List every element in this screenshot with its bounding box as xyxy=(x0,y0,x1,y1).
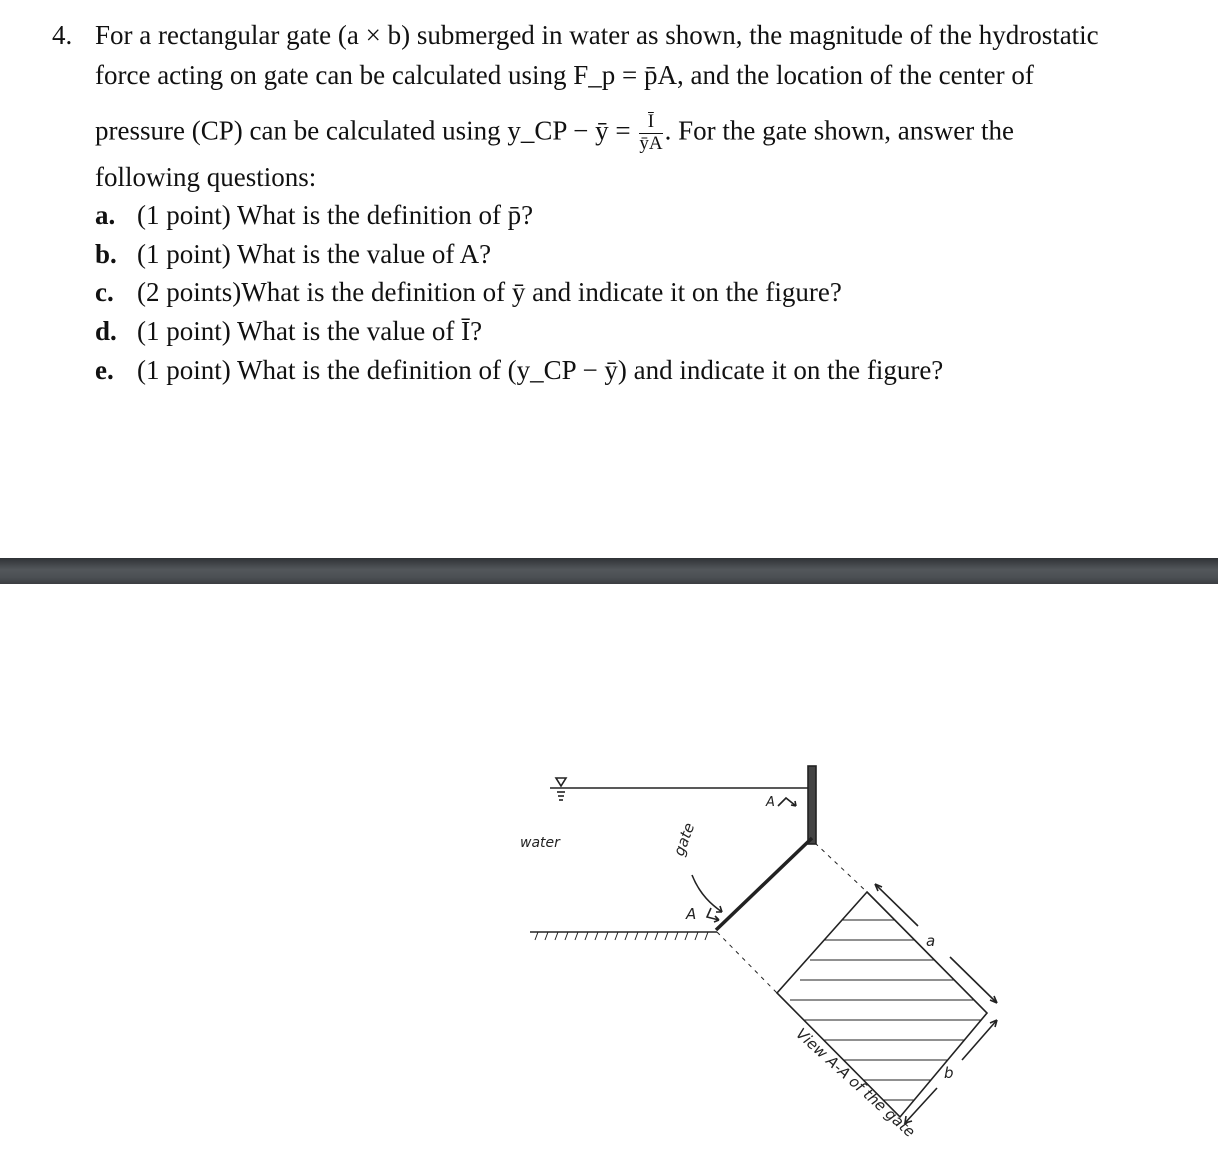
wall xyxy=(808,766,816,844)
question-number: 4. xyxy=(52,20,73,50)
projection-line-top xyxy=(815,843,867,892)
part-text: (1 point) What is the definition of p̄? xyxy=(137,200,534,230)
section-arrow-top xyxy=(778,798,796,806)
gate-label: gate xyxy=(669,820,699,859)
dim-a-label: a xyxy=(926,932,936,950)
part-text: (1 point) What is the definition of (y_CP − ȳ) and indicate it on the figure? xyxy=(137,355,944,385)
projection-line-bottom xyxy=(717,932,777,993)
water-label: water xyxy=(520,835,560,851)
part-text: (2 points)What is the definition of ȳ and indicate it on the figure? xyxy=(137,277,842,307)
gate-pointer-arrow xyxy=(692,875,722,912)
section-label-bottom: A xyxy=(686,905,697,923)
intro-line-4: following questions: xyxy=(95,162,317,192)
intro-line-3a: pressure (CP) can be calculated using y_CP − ȳ = xyxy=(95,115,631,146)
ground-hatch xyxy=(535,932,708,940)
part-text: (1 point) What is the value of Ī? xyxy=(137,316,483,346)
dimension-a xyxy=(875,884,997,1003)
part-label: c. xyxy=(95,277,114,307)
dim-b-label: b xyxy=(944,1064,954,1082)
view-label: View A-A of the gate xyxy=(792,1024,919,1141)
part-text: (1 point) What is the value of A? xyxy=(137,239,492,269)
gate-line xyxy=(716,838,812,930)
gate-view-rectangle xyxy=(777,892,987,1117)
part-label: a. xyxy=(95,200,116,230)
gate-hatching xyxy=(790,920,990,1100)
fraction-numerator: Ī xyxy=(639,112,662,134)
part-label: d. xyxy=(95,316,117,346)
free-surface-icon xyxy=(556,778,566,800)
part-label: e. xyxy=(95,355,114,385)
intro-line-2: force acting on gate can be calculated using F_p = p̄A, and the location of the center of xyxy=(95,60,1034,90)
part-label: b. xyxy=(95,239,117,269)
intro-line-1: For a rectangular gate (a × b) submerged in water as shown, the magnitude of the hydrostatic xyxy=(95,20,1099,50)
fraction-denominator: ȳA xyxy=(639,132,663,154)
section-label-top: A xyxy=(766,795,775,810)
intro-line-3b: . For the gate shown, answer the xyxy=(664,115,1014,146)
section-arrow-bottom xyxy=(707,908,719,922)
